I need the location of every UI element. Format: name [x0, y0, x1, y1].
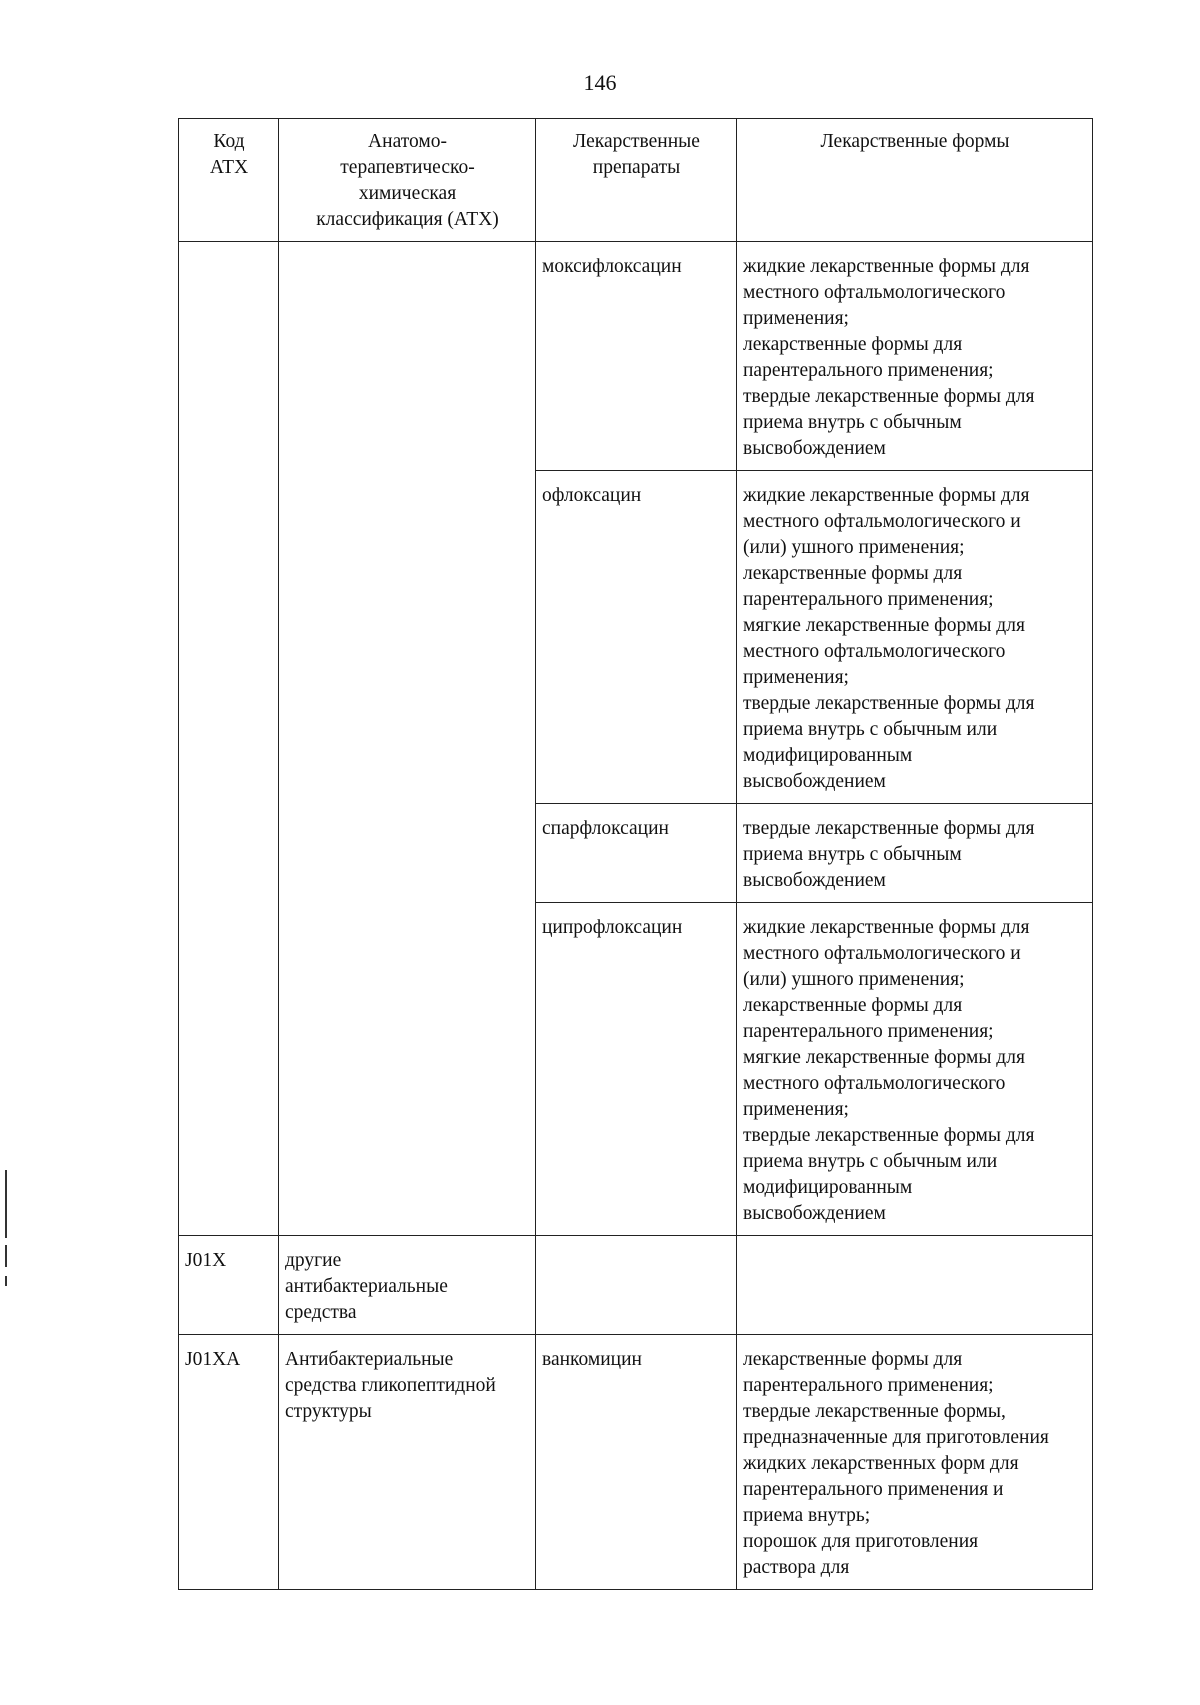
drug-cell: ванкомицин	[536, 1335, 737, 1590]
forms-cell: твердые лекарственные формы для приема внутрь с обычным высвобождением	[737, 804, 1093, 903]
header-atc-code: Код АТХ	[179, 119, 279, 242]
drug-cell: ципрофлоксацин	[536, 903, 737, 1236]
forms-cell: лекарственные формы для парентерального применения; твердые лекарственные формы, предназначенные для приготовления жидких лекарственных форм для парентерального применения и приема внутрь; порошок для приготовления раствора для	[737, 1335, 1093, 1590]
forms-cell: жидкие лекарственные формы для местного офтальмологического применения; лекарственные формы для парентерального применения; твердые лекарственные формы для приема внутрь с обычным высвобождением	[737, 242, 1093, 471]
header-drugs: Лекарственные препараты	[536, 119, 737, 242]
page-number: 146	[583, 70, 617, 95]
atc-code-cell: J01X	[179, 1236, 279, 1335]
atc-table	[178, 118, 1093, 1590]
table-row	[179, 1236, 1093, 1335]
header-dosage-forms: Лекарственные формы	[737, 119, 1093, 242]
header-atc-classification: Анатомо- терапевтическо- химическая классификация (АТХ)	[279, 119, 536, 242]
atc-code-cell	[179, 242, 279, 1236]
drug-cell: моксифлоксацин	[536, 242, 737, 471]
forms-cell: жидкие лекарственные формы для местного офтальмологического и (или) ушного применения; лекарственные формы для парентерального применения; мягкие лекарственные формы для местного офтальмологического применения; твердые лекарственные формы для приема внутрь с обычным или модифицированным высвобождением	[737, 471, 1093, 804]
classification-cell	[279, 242, 536, 1236]
drug-cell	[536, 1236, 737, 1335]
scan-margin-mark	[5, 1245, 7, 1267]
forms-cell	[737, 1236, 1093, 1335]
classification-cell: другие антибактериальные средства	[279, 1236, 536, 1335]
scan-margin-mark	[5, 1276, 7, 1286]
scan-margin-mark	[5, 1170, 7, 1238]
forms-cell: жидкие лекарственные формы для местного офтальмологического и (или) ушного применения; лекарственные формы для парентерального применения; мягкие лекарственные формы для местного офтальмологического применения; твердые лекарственные формы для приема внутрь с обычным или модифицированным высвобождением	[737, 903, 1093, 1236]
table-row	[179, 1335, 1093, 1590]
atc-code-cell: J01XA	[179, 1335, 279, 1590]
drug-cell: офлоксацин	[536, 471, 737, 804]
table-header-row	[179, 119, 1093, 242]
classification-cell: Антибактериальные средства гликопептидной структуры	[279, 1335, 536, 1590]
drug-cell: спарфлоксацин	[536, 804, 737, 903]
table-row	[179, 242, 1093, 471]
